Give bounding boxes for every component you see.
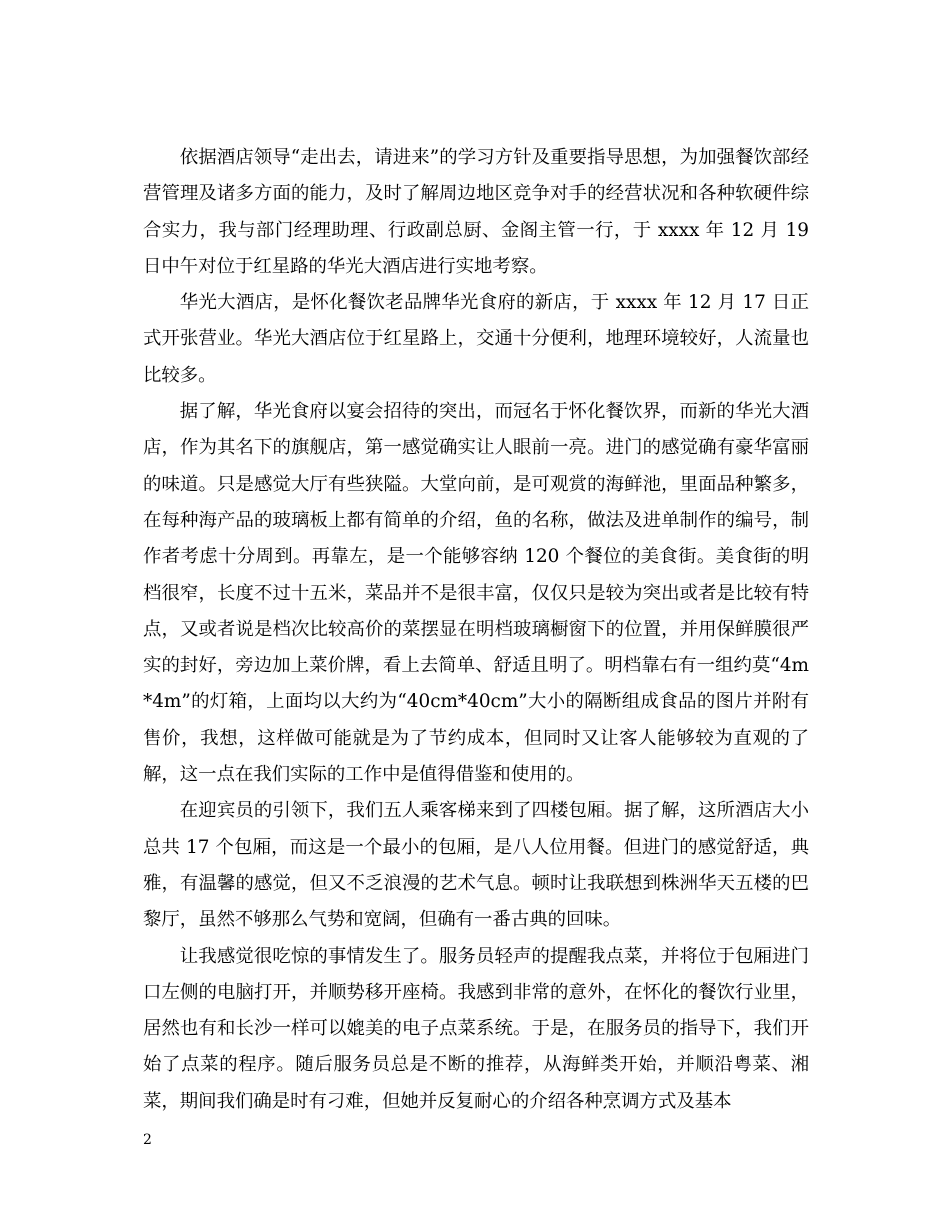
paragraph-lobby-description: 据了解，华光食府以宴会招待的突出，而冠名于怀化餐饮界，而新的华光大酒店，作为其名下的旗舰店，第一感觉确实让人眼前一亮。进门的感觉确有豪华富丽的味道。只是感觉大厅有些狭隘。大堂向前，是可观赏的海鲜池，里面品种繁多，在每种海产品的玻璃板上都有简单的介绍，鱼的名称，做法及进单制作的编号，制作者考虑十分周到。再靠左，是一个能够容纳 120 个餐位的美食街。美食街的明档很窄，长度不过十五米，菜品并不是很丰富，仅仅只是较为突出或者是比较有特点，又或者说是档次比较高价的菜摆显在明档玻璃橱窗下的位置，并用保鲜膜很严实的封好，旁边加上菜价牌，看上去简单、舒适且明了。明档靠右有一组约莫“4m*4m”的灯箱，上面均以大约为“40cm*40cm”大小的隔断组成食品的图片并附有售价，我想，这样做可能就是为了节约成本，但同时又让客人能够较为直观的了解，这一点在我们实际的工作中是值得借鉴和使用的。: [143, 401, 809, 786]
paragraph-ordering-system: 让我感觉很吃惊的事情发生了。服务员轻声的提醒我点菜，并将位于包厢进门口左侧的电脑打开，并顺势移开座椅。我感到非常的意外，在怀化的餐饮行业里，居然也有和长沙一样可以媲美的电子点菜系统。于是，在服务员的指导下，我们开始了点菜的程序。随后服务员总是不断的推荐，从海鲜类开始，并顺沿粤菜、湘菜，期间我们确是时有刁难，但她并反复耐心的介绍各种烹调方式及基本: [143, 945, 809, 1112]
paragraph-intro: 依据酒店领导“走出去，请进来”的学习方针及重要指导思想，为加强餐饮部经营管理及诸多方面的能力，及时了解周边地区竞争对手的经营状况和各种软硬件综合实力，我与部门经理助理、行政副总厨、金阁主管一行，于 xxxx 年 12 月 19 日中午对位于红星路的华光大酒店进行实地考察。: [143, 147, 809, 277]
paragraph-private-room: 在迎宾员的引领下，我们五人乘客梯来到了四楼包厢。据了解，这所酒店大小总共 17 个包厢，而这是一个最小的包厢，是八人位用餐。但进门的感觉舒适，典雅，有温馨的感觉，但又不乏浪漫的艺术气息。顿时让我联想到株洲华天五楼的巴黎厅，虽然不够那么气势和宽阔，但确有一番古典的回味。: [143, 800, 809, 931]
document-body: [143, 140, 809, 1120]
paragraph-hotel-overview: 华光大酒店，是怀化餐饮老品牌华光食府的新店，于 xxxx 年 12 月 17 日正式开张营业。华光大酒店位于红星路上，交通十分便利，地理环境较好，人流量也比较多。: [143, 292, 809, 386]
page-number: 2: [143, 1132, 152, 1148]
